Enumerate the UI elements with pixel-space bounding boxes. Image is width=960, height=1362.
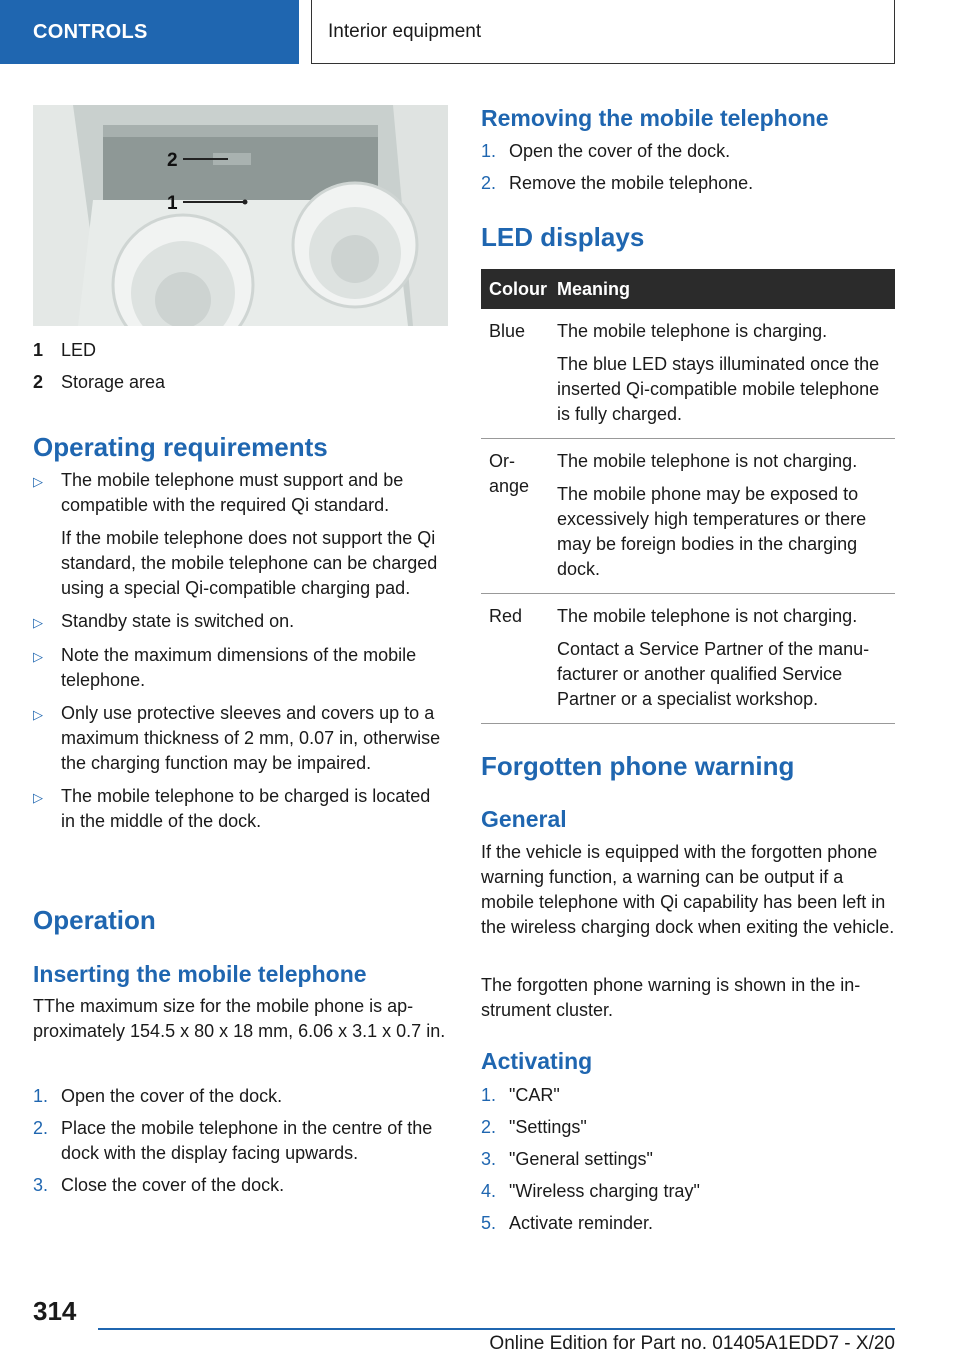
step-text: "Settings"	[509, 1117, 587, 1137]
step-number: 3.	[481, 1149, 497, 1169]
list-item	[481, 1083, 895, 1108]
operating-requirements-heading: Operating requirements	[33, 432, 328, 462]
footer-divider	[98, 1328, 895, 1330]
list-item	[33, 701, 448, 776]
step-text: "Wireless charging tray"	[509, 1181, 700, 1201]
dock-illustration	[33, 105, 448, 326]
removing-steps	[481, 139, 895, 203]
inserting-steps	[33, 1084, 448, 1205]
requirement-text: The mobile telephone must support and be compatible with the required Qi standard.	[61, 470, 404, 515]
requirement-note: If the mobile telephone does not support the Qi standard, the mobile telephone can be charged using a special Qi-compatible charging pad.	[61, 528, 438, 598]
operation-heading: Operation	[33, 905, 156, 935]
led-meaning-cell	[549, 309, 895, 439]
list-item	[33, 609, 448, 635]
step-text: Place the mobile telephone in the centre of the dock with the display facing upwards.	[61, 1118, 433, 1163]
list-item	[33, 1173, 448, 1198]
table-header-row	[481, 269, 895, 309]
inserting-intro: TThe maximum size for the mobile phone is approximately 154.5 x 80 x 18 mm, 6.06 x 3.1 x 0.7 in.	[33, 996, 446, 1041]
legend-item	[33, 370, 448, 395]
step-number: 4.	[481, 1181, 497, 1201]
general-paragraph: If the vehicle is equipped with the forgotten phone warning function, a warning can be output if a mobile telephone with Qi capability has been left in the wireless charging dock when exiting the vehicle.	[481, 842, 895, 937]
general-heading: General	[481, 806, 567, 832]
requirement-text: The mobile telephone to be charged is located in the middle of the dock.	[61, 786, 431, 831]
figure-legend	[33, 338, 448, 402]
requirements-list	[33, 468, 448, 842]
activating-heading: Activating	[481, 1048, 593, 1074]
removing-heading: Removing the mobile telephone	[481, 105, 829, 131]
led-meaning: The mobile telephone is not charging.	[557, 606, 858, 626]
step-number: 5.	[481, 1213, 497, 1233]
list-item	[481, 1115, 895, 1140]
step-text: "General settings"	[509, 1149, 653, 1169]
legend-number: 1	[33, 340, 44, 360]
step-number: 2.	[481, 1117, 497, 1137]
led-meaning: The mobile telephone is not charging.	[557, 451, 858, 471]
list-item	[33, 468, 448, 601]
callout-2: 2	[167, 150, 178, 171]
list-item	[33, 1116, 448, 1166]
column-header-meaning: Meaning	[549, 269, 895, 309]
step-text: "CAR"	[509, 1085, 560, 1105]
section-tab	[0, 0, 299, 64]
requirement-text: Standby state is switched on.	[61, 611, 295, 631]
inserting-heading: Inserting the mobile telephone	[33, 961, 367, 987]
triangle-bullet-icon: ▷	[33, 649, 43, 664]
column-header-colour: Colour	[481, 269, 549, 309]
step-number: 3.	[33, 1175, 49, 1195]
list-item	[33, 784, 448, 834]
led-detail: Contact a Service Partner of the manufacturer or another qualified Service Partner or a specialist workshop.	[557, 639, 870, 709]
step-number: 1.	[33, 1086, 49, 1106]
led-colour: Blue	[481, 309, 549, 439]
step-text: Open the cover of the dock.	[509, 141, 731, 161]
general-paragraph-2: The forgotten phone warning is shown in the instrument cluster.	[481, 975, 861, 1020]
legend-label: Storage area	[61, 372, 166, 392]
triangle-bullet-icon: ▷	[33, 615, 43, 630]
callout-1: 1	[167, 193, 178, 214]
triangle-bullet-icon: ▷	[33, 474, 43, 489]
led-table-wrapper	[481, 269, 895, 724]
led-colour: Red	[481, 594, 549, 724]
step-text: Remove the mobile telephone.	[509, 173, 754, 193]
step-number: 1.	[481, 141, 497, 161]
wireless-charging-dock-photo	[33, 105, 448, 326]
step-number: 2.	[33, 1118, 49, 1138]
led-colour: Orange	[481, 439, 549, 594]
table-row	[481, 439, 895, 594]
led-displays-heading: LED displays	[481, 222, 645, 252]
led-detail: The blue LED stays illuminated once the inserted Qi-compatible mobile telephone is fully charged.	[557, 354, 880, 424]
led-meaning: The mobile telephone is charging.	[557, 321, 828, 341]
step-number: 1.	[481, 1085, 497, 1105]
led-meaning-cell	[549, 439, 895, 594]
led-table	[481, 269, 895, 724]
step-text: Close the cover of the dock.	[61, 1175, 285, 1195]
step-number: 2.	[481, 173, 497, 193]
list-item	[481, 1147, 895, 1172]
list-item	[481, 1211, 895, 1236]
step-text: Open the cover of the dock.	[61, 1086, 283, 1106]
legend-item	[33, 338, 448, 363]
legend-label: LED	[61, 340, 97, 360]
list-item	[33, 643, 448, 693]
section-title: CONTROLS	[33, 20, 148, 43]
activating-steps	[481, 1083, 895, 1243]
chapter-header	[311, 0, 895, 64]
chapter-title: Interior equipment	[328, 21, 482, 42]
page-number: 314	[33, 1296, 77, 1326]
led-meaning-cell	[549, 594, 895, 724]
led-detail: The mobile phone may be exposed to excessively high temperatures or there may be foreign bodies in the charging dock.	[557, 484, 867, 579]
triangle-bullet-icon: ▷	[33, 707, 43, 722]
forgotten-phone-heading: Forgotten phone warning	[481, 751, 795, 781]
list-item	[481, 171, 895, 196]
table-row	[481, 594, 895, 724]
triangle-bullet-icon: ▷	[33, 790, 43, 805]
list-item	[481, 1179, 895, 1204]
requirement-text: Only use protective sleeves and covers up to a maximum thickness of 2 mm, 0.07 in, otherwise the charging function may be impaired.	[61, 703, 441, 773]
table-row	[481, 309, 895, 439]
legend-number: 2	[33, 372, 44, 392]
list-item	[481, 139, 895, 164]
step-text: Activate reminder.	[509, 1213, 654, 1233]
requirement-text: Note the maximum dimensions of the mobile telephone.	[61, 645, 417, 690]
list-item	[33, 1084, 448, 1109]
edition-note: Online Edition for Part no. 01405A1EDD7 - X/20	[489, 1333, 895, 1354]
